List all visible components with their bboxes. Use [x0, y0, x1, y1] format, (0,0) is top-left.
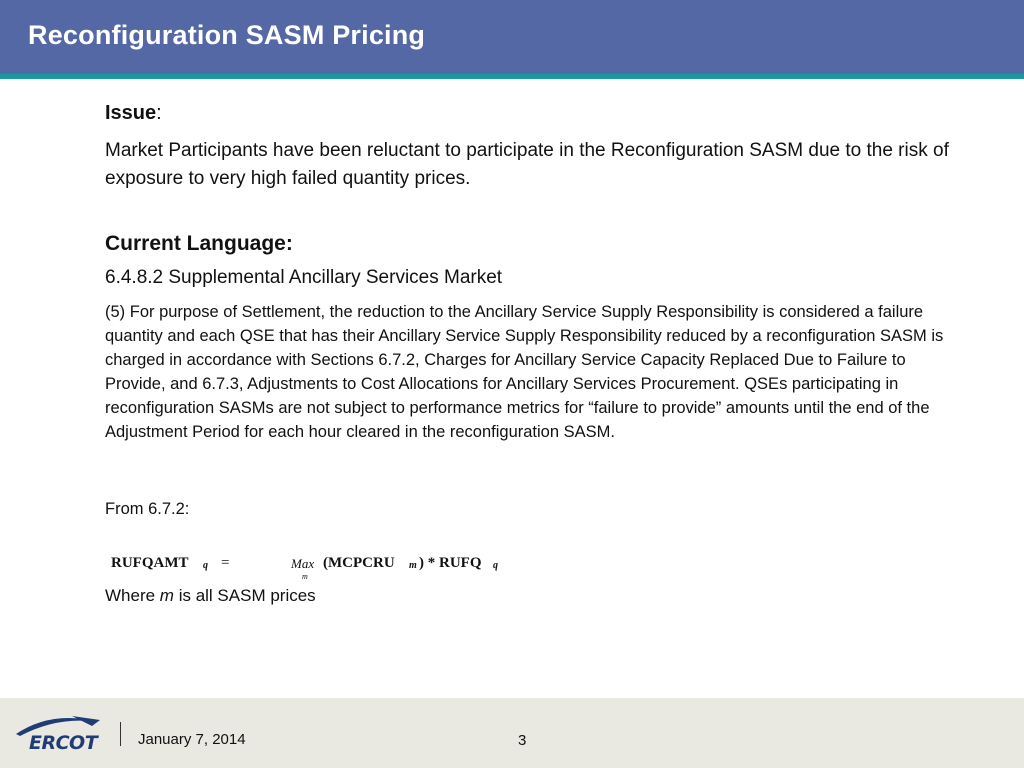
footer-divider [120, 722, 121, 746]
issue-body: Market Participants have been reluctant to participate in the Reconfiguration SASM due to the risk of exposure to very high failed quantity prices. [105, 140, 949, 189]
where-suffix: is all SASM prices [173, 586, 316, 605]
footer [0, 698, 1024, 768]
where-prefix: Where [105, 586, 160, 605]
formula-lhs-subscript: q [203, 560, 208, 571]
slide-title: Reconfiguration SASM Pricing [28, 20, 426, 50]
formula-rhs-term1: (MCPCRU [323, 555, 395, 571]
formula [111, 555, 531, 585]
issue-heading-colon: : [156, 102, 162, 124]
where-variable: m [159, 586, 174, 605]
formula-max: Max [291, 556, 315, 571]
formula-rhs-term2: ) * RUFQ [419, 555, 482, 571]
issue-heading [105, 102, 162, 125]
formula-rhs-subscript1: m [409, 560, 417, 571]
formula-max-subscript: m [302, 572, 308, 581]
title-accent-stripe [0, 74, 1024, 79]
ercot-logo [12, 706, 104, 756]
formula-rhs-subscript2: q [493, 560, 498, 571]
section-reference: 6.4.8.2 Supplemental Ancillary Services Market [105, 267, 503, 288]
footer-date: January 7, 2014 [138, 731, 246, 748]
formula-equals: = [221, 555, 230, 571]
current-language-heading: Current Language: [105, 232, 293, 255]
title-bar [0, 0, 1024, 74]
formula-lhs: RUFQAMT [111, 555, 189, 571]
issue-heading-label: Issue [105, 102, 157, 124]
section-body: (5) For purpose of Settlement, the reduction to the Ancillary Service Supply Responsibility is considered a failure quantity and each QSE that has their Ancillary Service Supply Responsibility reduced by a reconfiguration SASM is charged in accordance with Sections 6.7.2, Charges for Ancillary Service Capacity Replaced Due to Failure to Provide, and 6.7.3, Adjustments to Cost Allocations for Ancillary Services Procurement. QSEs participating in reconfiguration SASMs are not subject to performance metrics for “failure to provide” amounts until the end of the Adjustment Period for each hour cleared in the reconfiguration SASM. [105, 303, 944, 441]
page-number: 3 [518, 732, 527, 749]
logo-text: ERCOT [29, 732, 98, 754]
where-line [105, 586, 316, 606]
from-label: From 6.7.2: [105, 500, 190, 518]
